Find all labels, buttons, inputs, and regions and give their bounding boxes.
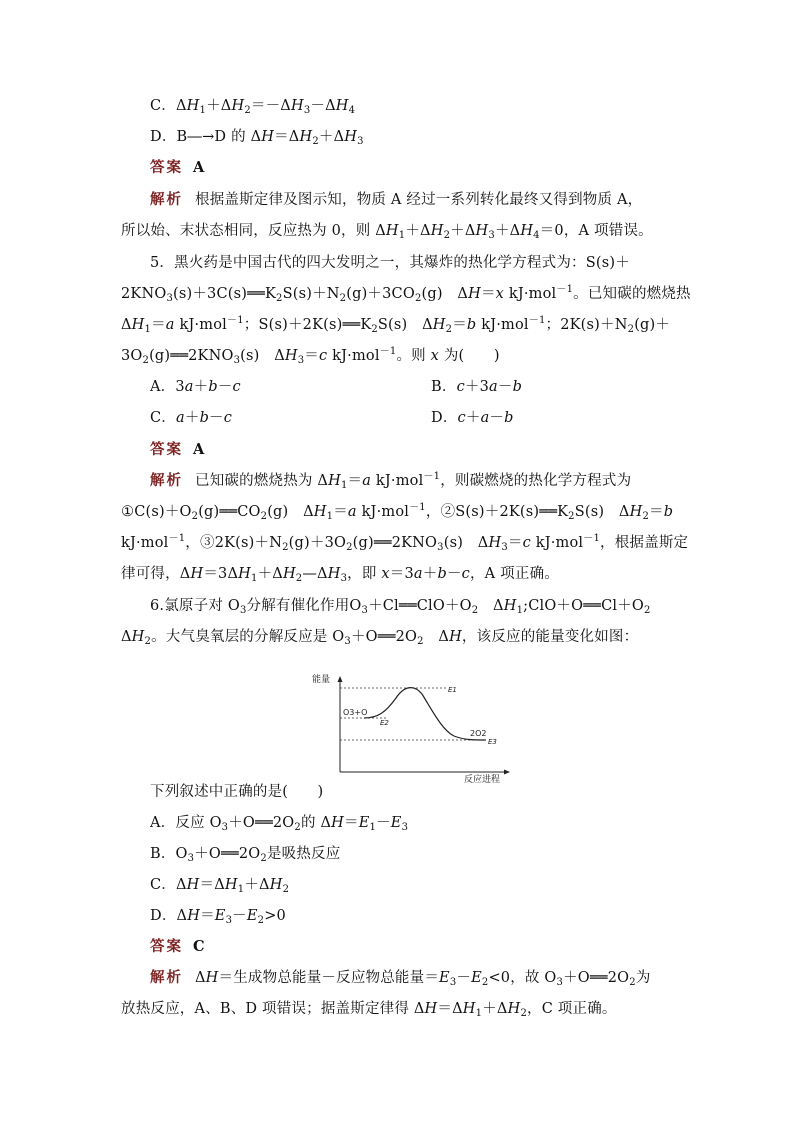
e3-label: E3 xyxy=(488,738,497,746)
analysis-2-line-3: kJ·mol$^{-1}$，$③2K(s)+N_2(g)+3O_2(g)══2KNO_3(s)$ $\Delta H_3=c$ kJ·mol$^{-1}$，根据盖斯定 xyxy=(121,533,689,553)
answer-label: 答案 xyxy=(150,159,183,176)
answer-value: A xyxy=(193,441,205,458)
question-5-line-4: $3O_2(g)══2KNO_3(s)$ $\Delta H_3=c$ kJ·mol$^{-1}$。则 x 为( ) xyxy=(121,346,500,366)
analysis-2-line-4: 律可得，$\Delta H=3\Delta H_1+\Delta H_2—\Delta H_3$，即 x＝3a＋b－c，A 项正确。 xyxy=(121,566,559,584)
option-c: C．a＋b－c xyxy=(150,410,233,426)
q6-option-b: B．$O_3+O══2O_2$是吸热反应 xyxy=(150,846,341,864)
option-d-prev: D．B―→D 的 $\Delta H=\Delta H_2+\Delta H_3$ xyxy=(150,129,364,147)
analysis-label: 解析 xyxy=(150,472,183,489)
question-6-prompt: 下列叙述中正确的是( ) xyxy=(150,784,324,800)
e2-label: E2 xyxy=(380,719,389,727)
answer-2 xyxy=(150,440,675,460)
options-row-2 xyxy=(150,408,675,428)
analysis-3-line-2: 放热反应，A、B、D 项错误；据盖斯定律得 $\Delta H=\Delta H_1+\Delta H_2$，C 项正确。 xyxy=(121,1001,617,1019)
energy-curve xyxy=(364,688,486,740)
answer-label: 答案 xyxy=(150,441,183,458)
question-6-line-2: $\Delta H_2$。大气臭氧层的分解反应是 $O_3+O══2O_2$ ΔH，该反应的能量变化如图： xyxy=(121,629,639,647)
question-5-line-2: $2KNO_3(s)+3C(s)══K_2S(s)+N_2(g)+3CO_2(g)$ ΔH＝x kJ·mol$^{-1}$。已知碳的燃烧热 xyxy=(121,284,691,304)
q6-option-d: D．$\Delta H=E_3-E_2>0$ xyxy=(150,908,286,926)
options-row-1 xyxy=(150,377,675,397)
question-6-line-1: 6.氯原子对 $O_3$分解有催化作用$O_3+Cl══ClO+O_2$ $\Delta H_1;ClO+O══Cl+O_2$ xyxy=(150,598,651,616)
option-c-prev: C．$\Delta H_1+\Delta H_2=-\Delta H_3-\Delta H_4$ xyxy=(150,98,356,116)
analysis-1-line-1: 解析 根据盖斯定律及图示知，物质 A 经过一系列转化最终又得到物质 A， xyxy=(150,191,643,208)
reactant-label: O3+O xyxy=(343,708,368,717)
answer-1 xyxy=(150,158,675,178)
option-d: D．c＋a－b xyxy=(431,410,514,426)
x-axis-arrow xyxy=(504,770,510,775)
analysis-label: 解析 xyxy=(150,969,183,986)
energy-diagram xyxy=(312,672,512,785)
analysis-3-line-1: 解析 ΔH＝生成物总能量－反应物总能量$=E_3-E_2<0$，故 $O_3+O══2O_2$为 xyxy=(150,969,651,988)
y-axis-label: 能量 xyxy=(312,675,331,685)
y-axis-arrow xyxy=(338,676,343,682)
analysis-2-line-2: $①C(s)+O_2(g)══CO_2(g)$ $\Delta H_1=a$ kJ·mol$^{-1}$，$②S(s)+2K(s)══K_2S(s)$ $\Delta H_2=b$ xyxy=(121,502,674,522)
answer-value: A xyxy=(193,159,205,176)
q6-option-c: C．$\Delta H=\Delta H_1+\Delta H_2$ xyxy=(150,877,290,895)
answer-value: C xyxy=(193,938,205,955)
q6-option-a: A．反应 $O_3+O══2O_2$的 $\Delta H=E_1-E_3$ xyxy=(150,815,409,833)
question-5-line-1: 5．黑火药是中国古代的四大发明之一，其爆炸的热化学方程式为：S(s)＋ xyxy=(150,255,630,271)
analysis-label: 解析 xyxy=(150,191,183,208)
x-axis-label: 反应进程 xyxy=(464,775,501,785)
analysis-2-line-1: 解析 已知碳的燃烧热为 $\Delta H_1=a$ kJ·mol$^{-1}$，则碳燃烧的热化学方程式为 xyxy=(150,471,632,491)
e1-label: E1 xyxy=(448,686,457,694)
answer-label: 答案 xyxy=(150,938,183,955)
product-label: 2O2 xyxy=(470,729,487,738)
answer-3 xyxy=(150,937,675,957)
question-5-line-3: $\Delta H_1=a$ kJ·mol$^{-1}$；$S(s)+2K(s)══K_2S(s)$ $\Delta H_2=b$ kJ·mol$^{-1}$；$2K(s)+N_2(g)+$ xyxy=(121,315,671,335)
option-b: B．c＋3a－b xyxy=(431,379,523,395)
analysis-1-line-2: 所以始、末状态相同，反应热为 0，则 $\Delta H_1+\Delta H_2+\Delta H_3+\Delta H_4=0$，A 项错误。 xyxy=(121,223,653,241)
option-a: A．3a＋b－c xyxy=(150,379,241,395)
